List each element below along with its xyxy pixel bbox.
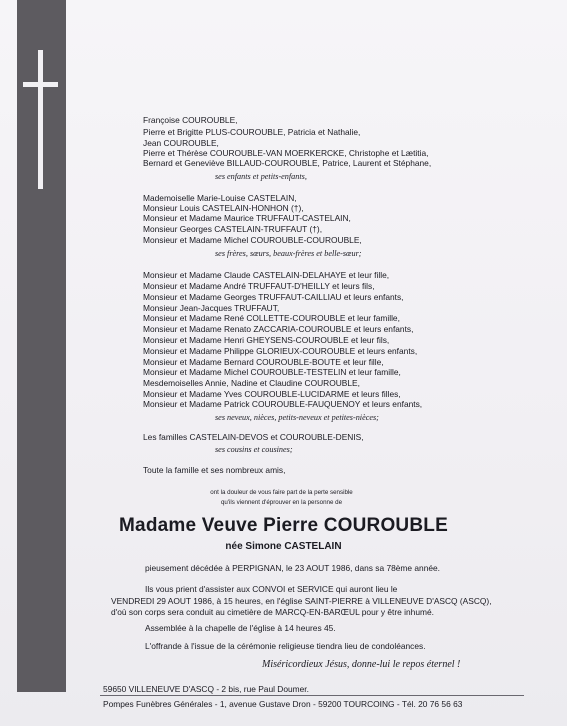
condolences-line: L'offrande à l'issue de la cérémonie religieuse tiendra lieu de condoléances. — [145, 641, 426, 651]
death-line: pieusement décédée à PERPIGNAN, le 23 AOUT 1986, dans sa 78ème année. — [145, 563, 441, 573]
announcement-line: qu'ils viennent d'éprouver en la personne de — [220, 499, 343, 506]
relation-caption: ses frères, sœurs, beaux-frères et belle-sœur; — [215, 249, 362, 258]
family-line: Toute la famille et ses nombreux amis, — [143, 465, 286, 475]
maiden-name: née Simone CASTELAIN — [225, 541, 342, 552]
family-line: Françoise COUROUBLE, — [143, 115, 238, 125]
family-line: Pierre et Brigitte PLUS-COUROUBLE, Patricia et Nathalie, — [143, 127, 361, 137]
footer-divider — [100, 695, 524, 696]
family-line: Monsieur et Madame Renato ZACCARIA-COUROUBLE et leurs enfants, — [143, 324, 414, 334]
prayer-line: Miséricordieux Jésus, donne-lui le repos éternel ! — [262, 659, 461, 670]
family-line: Jean COUROUBLE, — [143, 138, 219, 148]
family-line: Pierre et Thérèse COUROUBLE-VAN MOERKERCKE, Christophe et Lætitia, — [143, 148, 429, 158]
relation-caption: ses neveux, nièces, petits-neveux et petites-nièces; — [215, 413, 379, 422]
service-line: VENDREDI 29 AOUT 1986, à 15 heures, en l'église SAINT-PIERRE à VILLENEUVE D'ASCQ (ASCQ), — [111, 596, 492, 606]
cross-icon — [38, 50, 43, 189]
family-line: Monsieur et Madame Michel COUROUBLE-TESTELIN et leur famille, — [143, 367, 401, 377]
family-line: Monsieur Georges CASTELAIN-TRUFFAUT (†), — [143, 224, 323, 234]
announcement-line: ont la douleur de vous faire part de la perte sensible — [210, 489, 353, 496]
deceased-name: Madame Veuve Pierre COUROUBLE — [119, 515, 448, 536]
family-line: Monsieur et Madame Bernard COUROUBLE-BOUTE et leur fille, — [143, 357, 384, 367]
family-line: Bernard et Geneviève BILLAUD-COUROUBLE, Patrice, Laurent et Stéphane, — [143, 158, 432, 168]
family-line: Monsieur et Madame Philippe GLORIEUX-COUROUBLE et leurs enfants, — [143, 346, 418, 356]
family-line: Monsieur et Madame Georges TRUFFAUT-CAILLIAU et leurs enfants, — [143, 292, 404, 302]
family-line: Monsieur Jean-Jacques TRUFFAUT, — [143, 303, 280, 313]
family-line: Monsieur et Madame Claude CASTELAIN-DELAHAYE et leur fille, — [143, 270, 390, 280]
family-line: Monsieur et Madame Maurice TRUFFAUT-CASTELAIN, — [143, 213, 351, 223]
family-line: Monsieur et Madame Michel COUROUBLE-COUROUBLE, — [143, 235, 362, 245]
service-line: Ils vous prient d'assister aux CONVOI et SERVICE qui auront lieu le — [145, 584, 398, 594]
funeral-home-line: Pompes Funèbres Générales - 1, avenue Gustave Dron - 59200 TOURCOING - Tél. 20 76 56 63 — [103, 699, 463, 709]
family-line: Monsieur et Madame René COLLETTE-COUROUBLE et leur famille, — [143, 313, 400, 323]
family-line: Monsieur et Madame Henri GHEYSENS-COUROUBLE et leur fils, — [143, 335, 390, 345]
family-line: Monsieur et Madame André TRUFFAUT-D'HEILLY et leurs fils, — [143, 281, 375, 291]
relation-caption: ses enfants et petits-enfants, — [215, 172, 307, 181]
family-line: Monsieur Louis CASTELAIN-HONHON (†), — [143, 203, 304, 213]
family-line: Monsieur et Madame Yves COUROUBLE-LUCIDARME et leurs filles, — [143, 389, 401, 399]
relation-caption: ses cousins et cousines; — [215, 445, 293, 454]
family-address: 59650 VILLENEUVE D'ASCQ - 2 bis, rue Paul Doumer. — [103, 684, 309, 694]
assembly-line: Assemblée à la chapelle de l'église à 14 heures 45. — [145, 623, 336, 633]
family-line: Monsieur et Madame Patrick COUROUBLE-FAUQUENOY et leurs enfants, — [143, 399, 423, 409]
service-line: d'où son corps sera conduit au cimetière de MARCQ-EN-BARŒUL pour y être inhumé. — [111, 607, 434, 617]
family-line: Mademoiselle Marie-Louise CASTELAIN, — [143, 193, 297, 203]
family-line: Mesdemoiselles Annie, Nadine et Claudine COUROUBLE, — [143, 378, 360, 388]
family-line: Les familles CASTELAIN-DEVOS et COUROUBLE-DENIS, — [143, 432, 364, 442]
cross-icon-bar — [23, 82, 58, 87]
